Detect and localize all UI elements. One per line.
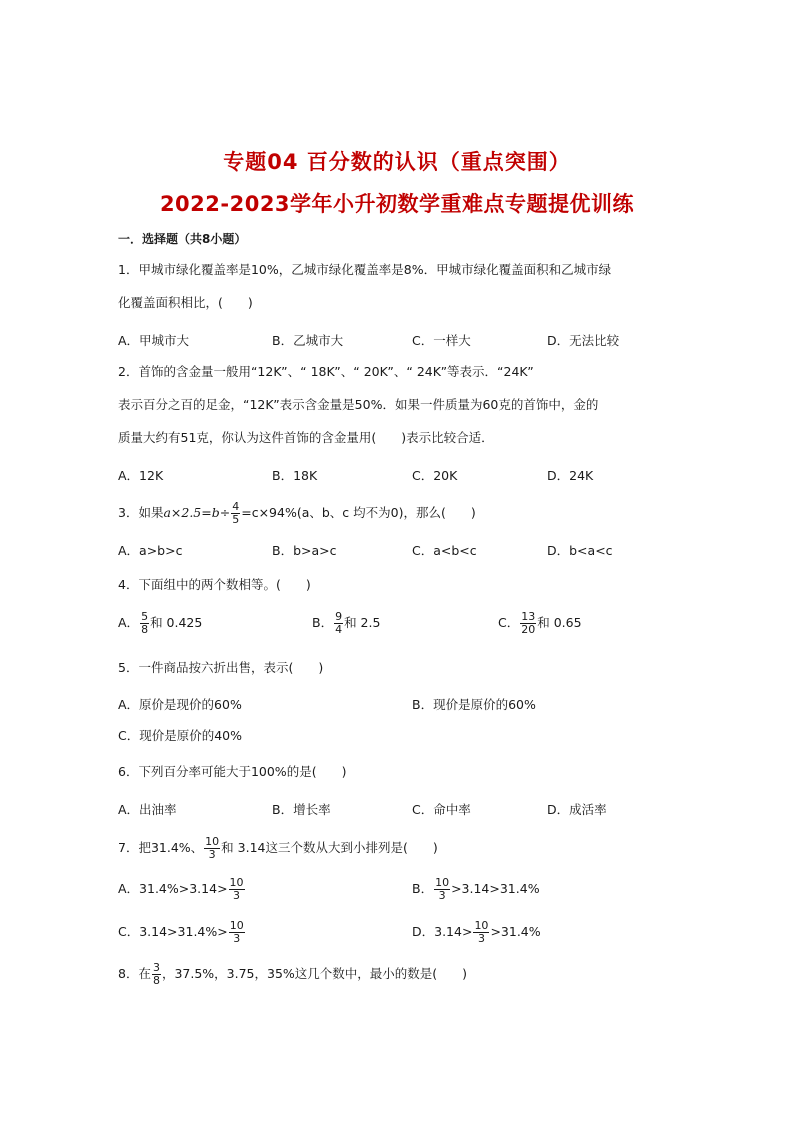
q4-option-a-rest: 和 0.425 — [150, 615, 203, 630]
q7-option-d-fraction — [473, 920, 489, 945]
q5-option-c: C．现价是原价的40% — [118, 728, 243, 743]
q4-option-c-rest: 和 0.65 — [537, 615, 582, 630]
q4-option-a-fraction — [140, 611, 149, 636]
q3-expression-1: a×2.5=b÷ — [163, 505, 231, 520]
q4-b-numerator: 9 — [335, 610, 343, 623]
q7-option-d-text-2: >31.4% — [490, 924, 541, 939]
q3-prefix: 3．如果 — [118, 505, 164, 520]
q7-d-numerator: 10 — [474, 919, 489, 932]
q3-fraction-denominator: 5 — [232, 513, 240, 526]
q7-option-b-fraction — [434, 877, 450, 902]
q7-c-denominator: 3 — [233, 932, 241, 945]
q8-suffix: ，37.5%，3.75，35%这几个数中，最小的数是( ) — [161, 966, 468, 981]
q3-option-c: C．a<b<c — [412, 543, 477, 558]
q7-a-numerator: 10 — [229, 876, 244, 889]
q4-option-b-label: B． — [312, 615, 334, 630]
q4-option-b-rest: 和 2.5 — [344, 615, 381, 630]
q8-numerator: 3 — [152, 961, 160, 974]
q7-option-b — [412, 877, 540, 902]
q5-stem: 5．一件商品按六折出售，表示( ) — [118, 660, 324, 675]
q1-option-b: B．乙城市大 — [272, 333, 344, 348]
q3-option-a: A．a>b>c — [118, 543, 183, 558]
q4-option-c — [498, 611, 582, 636]
q7-b-denominator: 3 — [438, 889, 446, 902]
q7-c-numerator: 10 — [229, 919, 244, 932]
section-heading: 一．选择题（共8小题） — [118, 232, 247, 246]
q2-option-d: D．24K — [547, 468, 594, 483]
q3-fraction-numerator: 4 — [232, 500, 240, 513]
q7-option-b-text: >3.14>31.4% — [451, 881, 540, 896]
q7-option-a-text: A．31.4%>3.14> — [118, 881, 228, 896]
q6-option-c: C．命中率 — [412, 802, 471, 817]
q2-option-b: B．18K — [272, 468, 318, 483]
q4-c-numerator: 13 — [521, 610, 536, 623]
q7-b-numerator: 10 — [435, 876, 450, 889]
q6-option-b: B．增长率 — [272, 802, 331, 817]
q3-stem — [118, 501, 476, 526]
q7-option-d — [412, 920, 541, 945]
q6-stem: 6．下列百分率可能大于100%的是( ) — [118, 764, 347, 779]
q4-b-denominator: 4 — [335, 623, 343, 636]
title-line-2: 2022-2023学年小升初数学重难点专题提优训练 — [159, 192, 635, 216]
q1-option-c: C．一样大 — [412, 333, 471, 348]
q7-d-denominator: 3 — [477, 932, 485, 945]
q7-option-c-fraction — [229, 920, 245, 945]
q4-c-denominator: 20 — [521, 623, 536, 636]
q4-option-c-fraction — [520, 611, 536, 636]
q7-option-b-label: B． — [412, 881, 434, 896]
q2-line-1: 2．首饰的含金量一般用“12K”、“ 18K”、“ 20K”、“ 24K”等表示．“24K” — [118, 364, 534, 379]
q4-option-c-label: C． — [498, 615, 520, 630]
q2-option-c: C．20K — [412, 468, 458, 483]
q3-expression-2: =c×94%(a、b、c 均不为0)，那么( ) — [241, 505, 476, 520]
q2-line-2: 表示百分之百的足金，“12K”表示含金量是50%．如果一件质量为60克的首饰中，金的 — [118, 397, 599, 412]
q4-option-a — [118, 611, 202, 636]
q8-denominator: 8 — [152, 974, 160, 987]
q4-a-denominator: 8 — [141, 623, 149, 636]
q7-prefix: 7．把31.4%、 — [118, 840, 204, 855]
q4-option-a-label: A． — [118, 615, 140, 630]
q5-option-b: B．现价是原价的60% — [412, 697, 536, 712]
q7-a-denominator: 3 — [233, 889, 241, 902]
q1-line-2: 化覆盖面积相比，( ) — [118, 295, 253, 310]
q7-option-a-fraction — [229, 877, 245, 902]
q3-fraction — [231, 501, 240, 526]
q7-option-c-text: C．3.14>31.4%> — [118, 924, 228, 939]
q6-option-a: A．出油率 — [118, 802, 177, 817]
q7-option-c — [118, 920, 246, 945]
q8-fraction — [152, 962, 161, 987]
q8-stem — [118, 962, 467, 987]
q1-option-d: D．无法比较 — [547, 333, 620, 348]
q4-option-b — [312, 611, 380, 636]
q7-fraction — [204, 836, 220, 861]
q3-option-b: B．b>a>c — [272, 543, 337, 558]
q7-numerator: 10 — [205, 835, 220, 848]
title-line-1: 专题04 百分数的认识（重点突围） — [223, 150, 571, 174]
q4-option-b-fraction — [334, 611, 343, 636]
q7-suffix: 和 3.14这三个数从大到小排列是( ) — [221, 840, 438, 855]
q2-option-a: A．12K — [118, 468, 164, 483]
q2-line-3: 质量大约有51克，你认为这件首饰的含金量用( )表示比较合适． — [118, 430, 494, 445]
q7-stem — [118, 836, 438, 861]
q5-option-a: A．原价是现价的60% — [118, 697, 242, 712]
q1-option-a: A．甲城市大 — [118, 333, 190, 348]
q7-option-d-text: D．3.14> — [412, 924, 473, 939]
q7-option-a — [118, 877, 246, 902]
q8-prefix: 8．在 — [118, 966, 151, 981]
q7-denominator: 3 — [208, 848, 216, 861]
q4-stem: 4．下面组中的两个数相等。( ) — [118, 577, 311, 592]
q4-a-numerator: 5 — [141, 610, 149, 623]
q6-option-d: D．成活率 — [547, 802, 607, 817]
q3-option-d: D．b<a<c — [547, 543, 613, 558]
q1-line-1: 1．甲城市绿化覆盖率是10%，乙城市绿化覆盖率是8%．甲城市绿化覆盖面积和乙城市绿 — [118, 262, 612, 277]
